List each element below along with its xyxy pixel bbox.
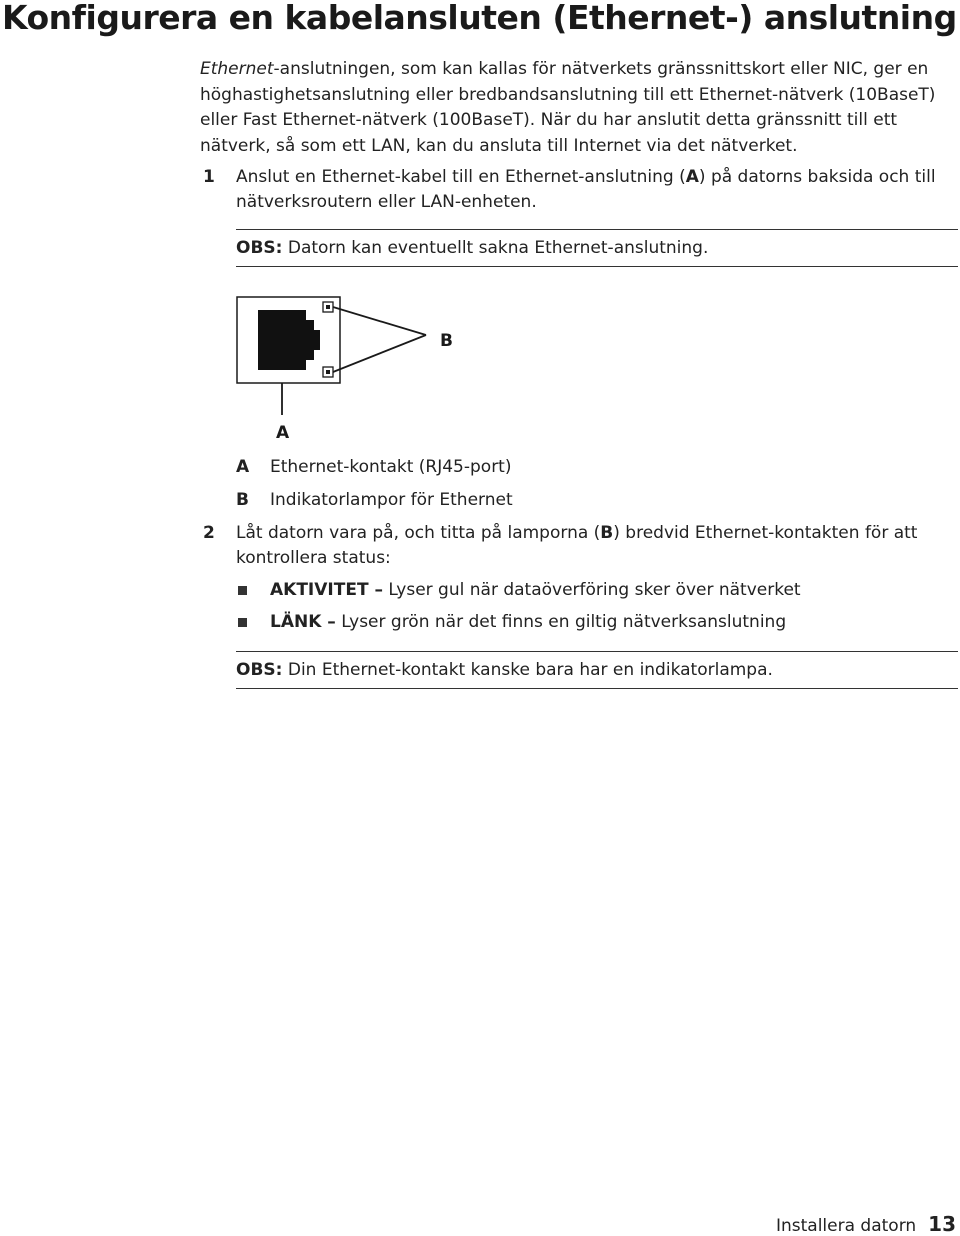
step-2-ref-b: B <box>600 523 614 543</box>
note-1-text: Datorn kan eventuellt sakna Ethernet-anslutning. <box>287 238 709 258</box>
step-1-text-after: ) på datorns baksida och till nätverksroutern eller LAN-enheten. <box>236 167 936 212</box>
step-2-number: 2 <box>203 523 215 543</box>
note-2 <box>236 658 958 682</box>
note-2-label: OBS: <box>236 660 283 680</box>
note-1-bottom-rule <box>236 266 958 267</box>
note-2-text: Din Ethernet-kontakt kanske bara har en indikatorlampa. <box>287 660 773 680</box>
indicator-lamp-bottom-dot <box>326 370 330 374</box>
note-2-bottom-rule <box>236 688 958 689</box>
note-1-label: OBS: <box>236 238 283 258</box>
step-1 <box>203 165 943 217</box>
note-1 <box>236 236 958 260</box>
step-1-ref-a: A <box>685 167 699 187</box>
callout-label-a: A <box>276 423 290 443</box>
intro-paragraph <box>200 57 958 159</box>
step-1-number: 1 <box>203 167 215 187</box>
bullet-link-text: Lyser grön när det finns en giltig nätverksanslutning <box>341 612 787 632</box>
page-footer <box>776 1212 956 1236</box>
note-1-top-rule <box>236 229 958 230</box>
legend-text-b: Indikatorlampor för Ethernet <box>270 490 513 510</box>
note-2-top-rule <box>236 651 958 652</box>
footer-section: Installera datorn <box>775 1216 917 1236</box>
callout-label-b: B <box>440 331 453 351</box>
step-1-text <box>236 165 956 215</box>
bullet-marker <box>238 618 247 627</box>
callout-b-line-bottom <box>333 335 426 372</box>
step-1-text-before: Anslut en Ethernet-kabel till en Ethernet-anslutning ( <box>236 167 686 187</box>
bullet-activity-label: AKTIVITET – <box>270 580 383 600</box>
callout-b-line-top <box>333 307 426 335</box>
bullet-marker <box>238 586 247 595</box>
intro-italic-word: Ethernet <box>200 59 274 79</box>
page-title: Konfigurera en kabelansluten (Ethernet-) anslutning <box>2 0 957 37</box>
legend-key-b: B <box>236 490 249 510</box>
intro-text: -anslutningen, som kan kallas för nätverkets gränssnittskort eller NIC, ger en höghastighetsanslutning eller bredbandsanslutning till ett Ethernet-nätverk (10BaseT) eller Fast Ethernet-nätverk (100BaseT). När du har anslutit detta gränssnitt till ett nätverk, så som ett LAN, kan du ansluta till Internet via det nätverket. <box>200 59 936 156</box>
legend-text-a: Ethernet-kontakt (RJ45-port) <box>270 457 512 477</box>
bullet-activity-text: Lyser gul när dataöverföring sker över nätverket <box>388 580 801 600</box>
step-2-text-before: Låt datorn vara på, och titta på lamporna ( <box>236 523 601 543</box>
page-number: 13 <box>928 1212 956 1236</box>
step-2 <box>203 521 943 573</box>
step-2-text <box>236 521 956 571</box>
bullet-link-label: LÄNK – <box>270 612 336 632</box>
ethernet-port-diagram <box>230 290 470 450</box>
indicator-lamp-top-dot <box>326 305 330 309</box>
step-2-text-after: ) bredvid Ethernet-kontakten för att kontrollera status: <box>236 523 918 568</box>
legend-key-a: A <box>236 457 250 477</box>
